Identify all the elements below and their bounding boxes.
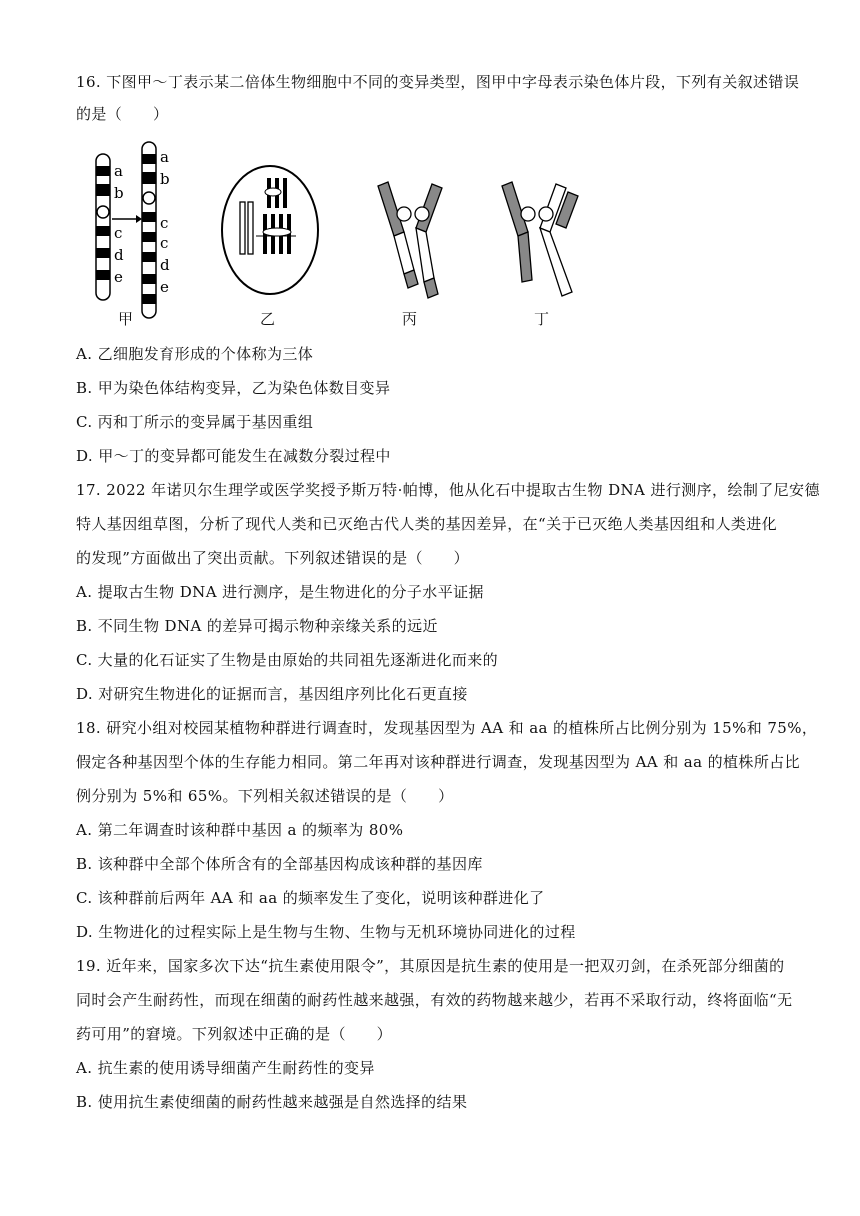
jia-right-letter-c2: c xyxy=(160,234,169,252)
q17-stem-line2: 特人基因组草图，分析了现代人类和已灭绝古代人类的基因差异，在“关于已灭绝人类基因组和人类进化 xyxy=(76,515,778,533)
bing-chromosomes xyxy=(378,182,442,298)
arrow-icon xyxy=(112,215,142,223)
q18-stem-line2: 假定各种基因型个体的生存能力相同。第二年再对该种群进行调查，发现基因型为 AA 和 aa 的植株所占比 xyxy=(76,753,801,771)
q19-stem-line1: 19. 近年来，国家多次下达“抗生素使用限令”，其原因是抗生素的使用是一把双刃剑，在杀死部分细菌的 xyxy=(76,957,785,975)
q18-option-d: D. 生物进化的过程实际上是生物与生物、生物与无机环境协同进化的过程 xyxy=(76,923,576,941)
label-yi: 乙 xyxy=(260,310,276,328)
jia-chromosome-left xyxy=(96,154,110,300)
q16-option-c: C. 丙和丁所示的变异属于基因重组 xyxy=(76,413,314,431)
jia-right-letter-d: d xyxy=(160,256,170,274)
q19-option-a: A. 抗生素的使用诱导细菌产生耐药性的变异 xyxy=(76,1059,375,1077)
q16-stem-line1: 16. 下图甲～丁表示某二倍体生物细胞中不同的变异类型，图甲中字母表示染色体片段，下列有关叙述错误 xyxy=(76,73,800,91)
q18-option-a: A. 第二年调查时该种群中基因 a 的频率为 80% xyxy=(76,821,404,839)
jia-left-letter-c: c xyxy=(114,224,123,242)
yi-cell xyxy=(222,166,318,294)
q19-stem-line2: 同时会产生耐药性，而现在细菌的耐药性越来越强，有效的药物越来越少，若再不采取行动，终将面临“无 xyxy=(76,991,793,1009)
jia-right-letter-b: b xyxy=(160,170,170,188)
q16-figure xyxy=(84,132,604,332)
q18-stem-line1: 18. 研究小组对校园某植物种群进行调查时，发现基因型为 AA 和 aa 的植株所占比例分别为 15%和 75%， xyxy=(76,719,818,737)
jia-left-letter-a: a xyxy=(114,162,123,180)
q16-stem-line2: 的是（ ） xyxy=(76,105,169,123)
jia-left-letter-d: d xyxy=(114,246,124,264)
jia-right-letter-c1: c xyxy=(160,214,169,232)
label-bing: 丙 xyxy=(402,310,418,328)
q19-option-b: B. 使用抗生素使细菌的耐药性越来越强是自然选择的结果 xyxy=(76,1093,468,1111)
q16-option-a: A. 乙细胞发育形成的个体称为三体 xyxy=(76,345,314,363)
chromosome-variation-figure xyxy=(84,132,604,332)
label-jia: 甲 xyxy=(118,310,134,328)
q18-option-b: B. 该种群中全部个体所含有的全部基因构成该种群的基因库 xyxy=(76,855,483,873)
q16-option-b: B. 甲为染色体结构变异，乙为染色体数目变异 xyxy=(76,379,391,397)
jia-chromosome-right xyxy=(142,142,156,318)
jia-right-letter-e: e xyxy=(160,278,169,296)
jia-left-letter-e: e xyxy=(114,268,123,286)
ding-chromosomes xyxy=(502,182,578,296)
q16-option-d: D. 甲～丁的变异都可能发生在减数分裂过程中 xyxy=(76,447,391,465)
q18-stem-line3: 例分别为 5%和 65%。下列相关叙述错误的是（ ） xyxy=(76,787,454,805)
jia-right-letter-a: a xyxy=(160,148,169,166)
q17-stem-line3: 的发现”方面做出了突出贡献。下列叙述错误的是（ ） xyxy=(76,549,470,567)
q17-option-b: B. 不同生物 DNA 的差异可揭示物种亲缘关系的远近 xyxy=(76,617,438,635)
jia-left-letter-b: b xyxy=(114,184,124,202)
label-ding: 丁 xyxy=(534,310,550,328)
q17-option-a: A. 提取古生物 DNA 进行测序，是生物进化的分子水平证据 xyxy=(76,583,484,601)
q17-option-d: D. 对研究生物进化的证据而言，基因组序列比化石更直接 xyxy=(76,685,468,703)
q17-stem-line1: 17. 2022 年诺贝尔生理学或医学奖授予斯万特·帕博，他从化石中提取古生物 DNA 进行测序，绘制了尼安德 xyxy=(76,481,820,499)
q17-option-c: C. 大量的化石证实了生物是由原始的共同祖先逐渐进化而来的 xyxy=(76,651,499,669)
q18-option-c: C. 该种群前后两年 AA 和 aa 的频率发生了变化，说明该种群进化了 xyxy=(76,889,545,907)
q19-stem-line3: 药可用”的窘境。下列叙述中正确的是（ ） xyxy=(76,1025,393,1043)
